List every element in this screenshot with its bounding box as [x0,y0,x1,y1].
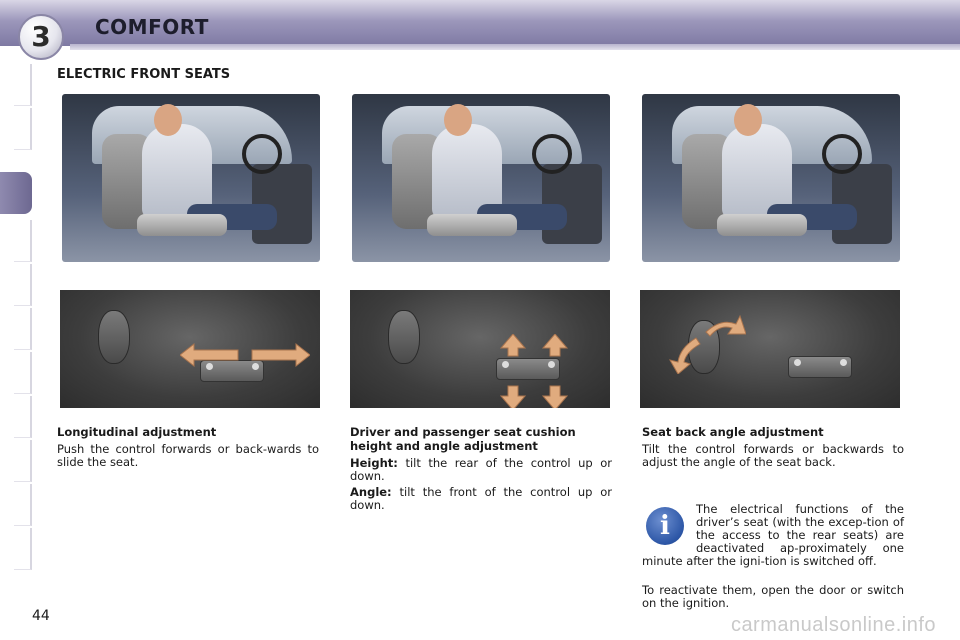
seat-photo-3 [642,94,900,262]
info-text-1: The electrical functions of the driver’s seat (with the excep-tion of the access to the rear seats) are deactivated ap-proximately one minute after the igni-tion is switched off. [642,502,904,568]
height-text: tilt the rear of the control up or down. [350,456,612,483]
caption-angle [350,486,612,512]
chapter-tab-4[interactable] [14,220,32,262]
height-label: Height: [350,456,398,470]
chapter-tab-5[interactable] [14,264,32,306]
info-icon: i [646,507,684,545]
angle-text: tilt the front of the control up or down. [350,485,613,512]
header-divider [70,44,960,50]
chapter-title: COMFORT [95,15,209,39]
chapter-tab-11[interactable] [14,528,32,570]
caption-text-seatback: Tilt the control forwards or backwards to adjust the angle of the seat back. [642,442,904,469]
chapter-tab-3-active[interactable] [0,172,32,214]
page-number: 44 [32,608,50,624]
chapter-tab-6[interactable] [14,308,32,350]
chapter-tab-2[interactable] [14,108,32,150]
watermark: carmanualsonline.info [730,614,936,636]
tilt-arrows-icon [666,314,746,374]
seat-photo-2 [352,94,610,262]
seat-control-longitudinal [60,290,320,408]
front-up-down-arrows-icon [542,334,568,408]
section-title: ELECTRIC FRONT SEATS [57,67,231,82]
info-icon-spacer [642,503,696,553]
caption-title-seatback: Seat back angle adjustment [642,425,824,439]
chapter-tab-8[interactable] [14,396,32,438]
info-text-2: To reactivate them, open the door or switch on the ignition. [642,583,904,610]
chapter-number-badge: 3 [18,14,64,60]
seat-photo-1 [62,94,320,262]
caption-text-longitudinal: Push the control forwards or back-wards to slide the seat. [57,442,319,469]
seat-control-height-angle [350,290,610,408]
caption-title-longitudinal: Longitudinal adjustment [57,425,217,439]
chapter-tab-7[interactable] [14,352,32,394]
chapter-tab-9[interactable] [14,440,32,482]
caption-title-height-angle: Driver and passenger seat cushion height and angle adjustment [350,425,576,453]
forward-backward-arrows-icon [180,342,310,368]
rear-up-down-arrows-icon [500,334,526,408]
seat-control-seatback [640,290,900,408]
chapter-tab-10[interactable] [14,484,32,526]
chapter-tab-1[interactable] [14,64,32,106]
caption-height [350,457,612,483]
angle-label: Angle: [350,485,392,499]
info-text [642,503,904,568]
chapter-tabs [0,64,34,574]
